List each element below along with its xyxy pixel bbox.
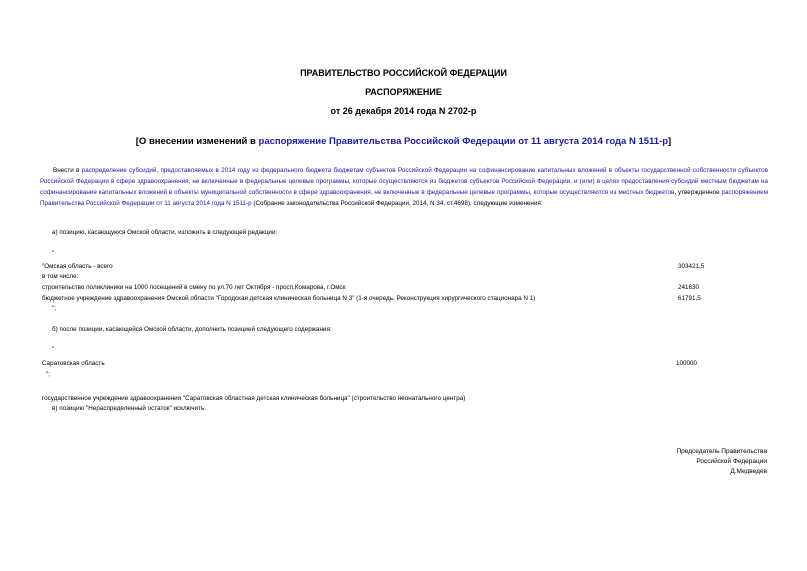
table-row-name: бюджетное учреждение здравоохранения Омской области "Городская детская клиническая больница N 3" (1-я очередь. Реконструкция хирургического стационара N 1) <box>42 295 536 302</box>
document-title <box>0 136 807 147</box>
date-and-number: от 26 декабря 2014 года N 2702-р <box>330 106 477 116</box>
item-b-close-quote: "; <box>46 371 50 378</box>
item-c-text: в) позицию "Нераспределенный остаток" исключить. <box>52 405 206 412</box>
item-b-institution: государственное учреждение здравоохранения "Саратовская областная детская клиническая больница" (строительство неонатального центра) <box>42 395 466 402</box>
item-b-value: 100000 <box>676 360 698 367</box>
signature-title-line-1: Председатель Правительства <box>676 448 767 455</box>
signature-name: Д.Медведев <box>730 468 767 475</box>
table-row-value: 61791,5 <box>678 295 701 302</box>
signature-title-line-2: Российской Федерации <box>696 458 767 465</box>
item-b-text: б) после позиции, касающейся Омской области, дополнить позицией следующего содержания: <box>52 326 332 333</box>
item-b-region: Саратовская область <box>42 360 105 367</box>
government-name: ПРАВИТЕЛЬСТВО РОССИЙСКОЙ ФЕДЕРАЦИИ <box>300 68 507 78</box>
table-row-name: в том числе: <box>42 273 79 280</box>
title-close: ] <box>668 136 672 147</box>
intro-link-order-1511[interactable]: распоряжением Правительства Российской Федерации от 11 августа 2014 года N 1511-р <box>40 189 768 207</box>
intro-paragraph <box>40 165 768 209</box>
item-a-open-quote: " <box>52 250 55 257</box>
intro-text-1: Внести в <box>53 167 82 174</box>
title-open: [О внесении изменений в <box>135 136 259 147</box>
item-a-text: а) позицию, касающуюся Омской области, изложить в следующей редакции: <box>52 229 278 236</box>
table-row-value: 303421,5 <box>678 263 705 270</box>
title-link-order-1511[interactable]: распоряжение Правительства Российской Федерации от 11 августа 2014 года N 1511-р <box>258 136 669 147</box>
item-a-close-quote: "; <box>52 305 56 312</box>
table-row-name: строительство поликлиники на 1000 посещений в смену по ул.70 лет Октября - просп.Комарова, г.Омск <box>42 284 346 291</box>
intro-text-3: (Собрание законодательства Российской Федерации, 2014, N 34, ст.4698), следующие изменения: <box>251 200 543 207</box>
document-type: РАСПОРЯЖЕНИЕ <box>365 87 442 97</box>
item-b-open-quote: " <box>52 346 55 353</box>
table-row-value: 241630 <box>678 284 700 291</box>
table-row-name: "Омская область - всего <box>42 263 113 270</box>
intro-text-2: , утвержденное <box>674 189 722 196</box>
intro-link-distribution[interactable]: распределение субсидий, предоставляемых в 2014 году из федерального бюджета бюджетам субъектов Российской Федерации на софинансирование капитальных вложений в объекты государственной собственности субъектов Российской Федерации в сфере здравоохранения, не включенные в федеральные целевые программы, которые осуществляются из бюджетов субъектов Российской Федерации, и (или) в целях предоставления субсидий местным бюджетам на софинансирование капитальных вложений в объекты муниципальной собственности в сфере здравоохранения, не включенные в федеральные целевые программы, которые осуществляются из местных бюджетов <box>40 167 768 196</box>
